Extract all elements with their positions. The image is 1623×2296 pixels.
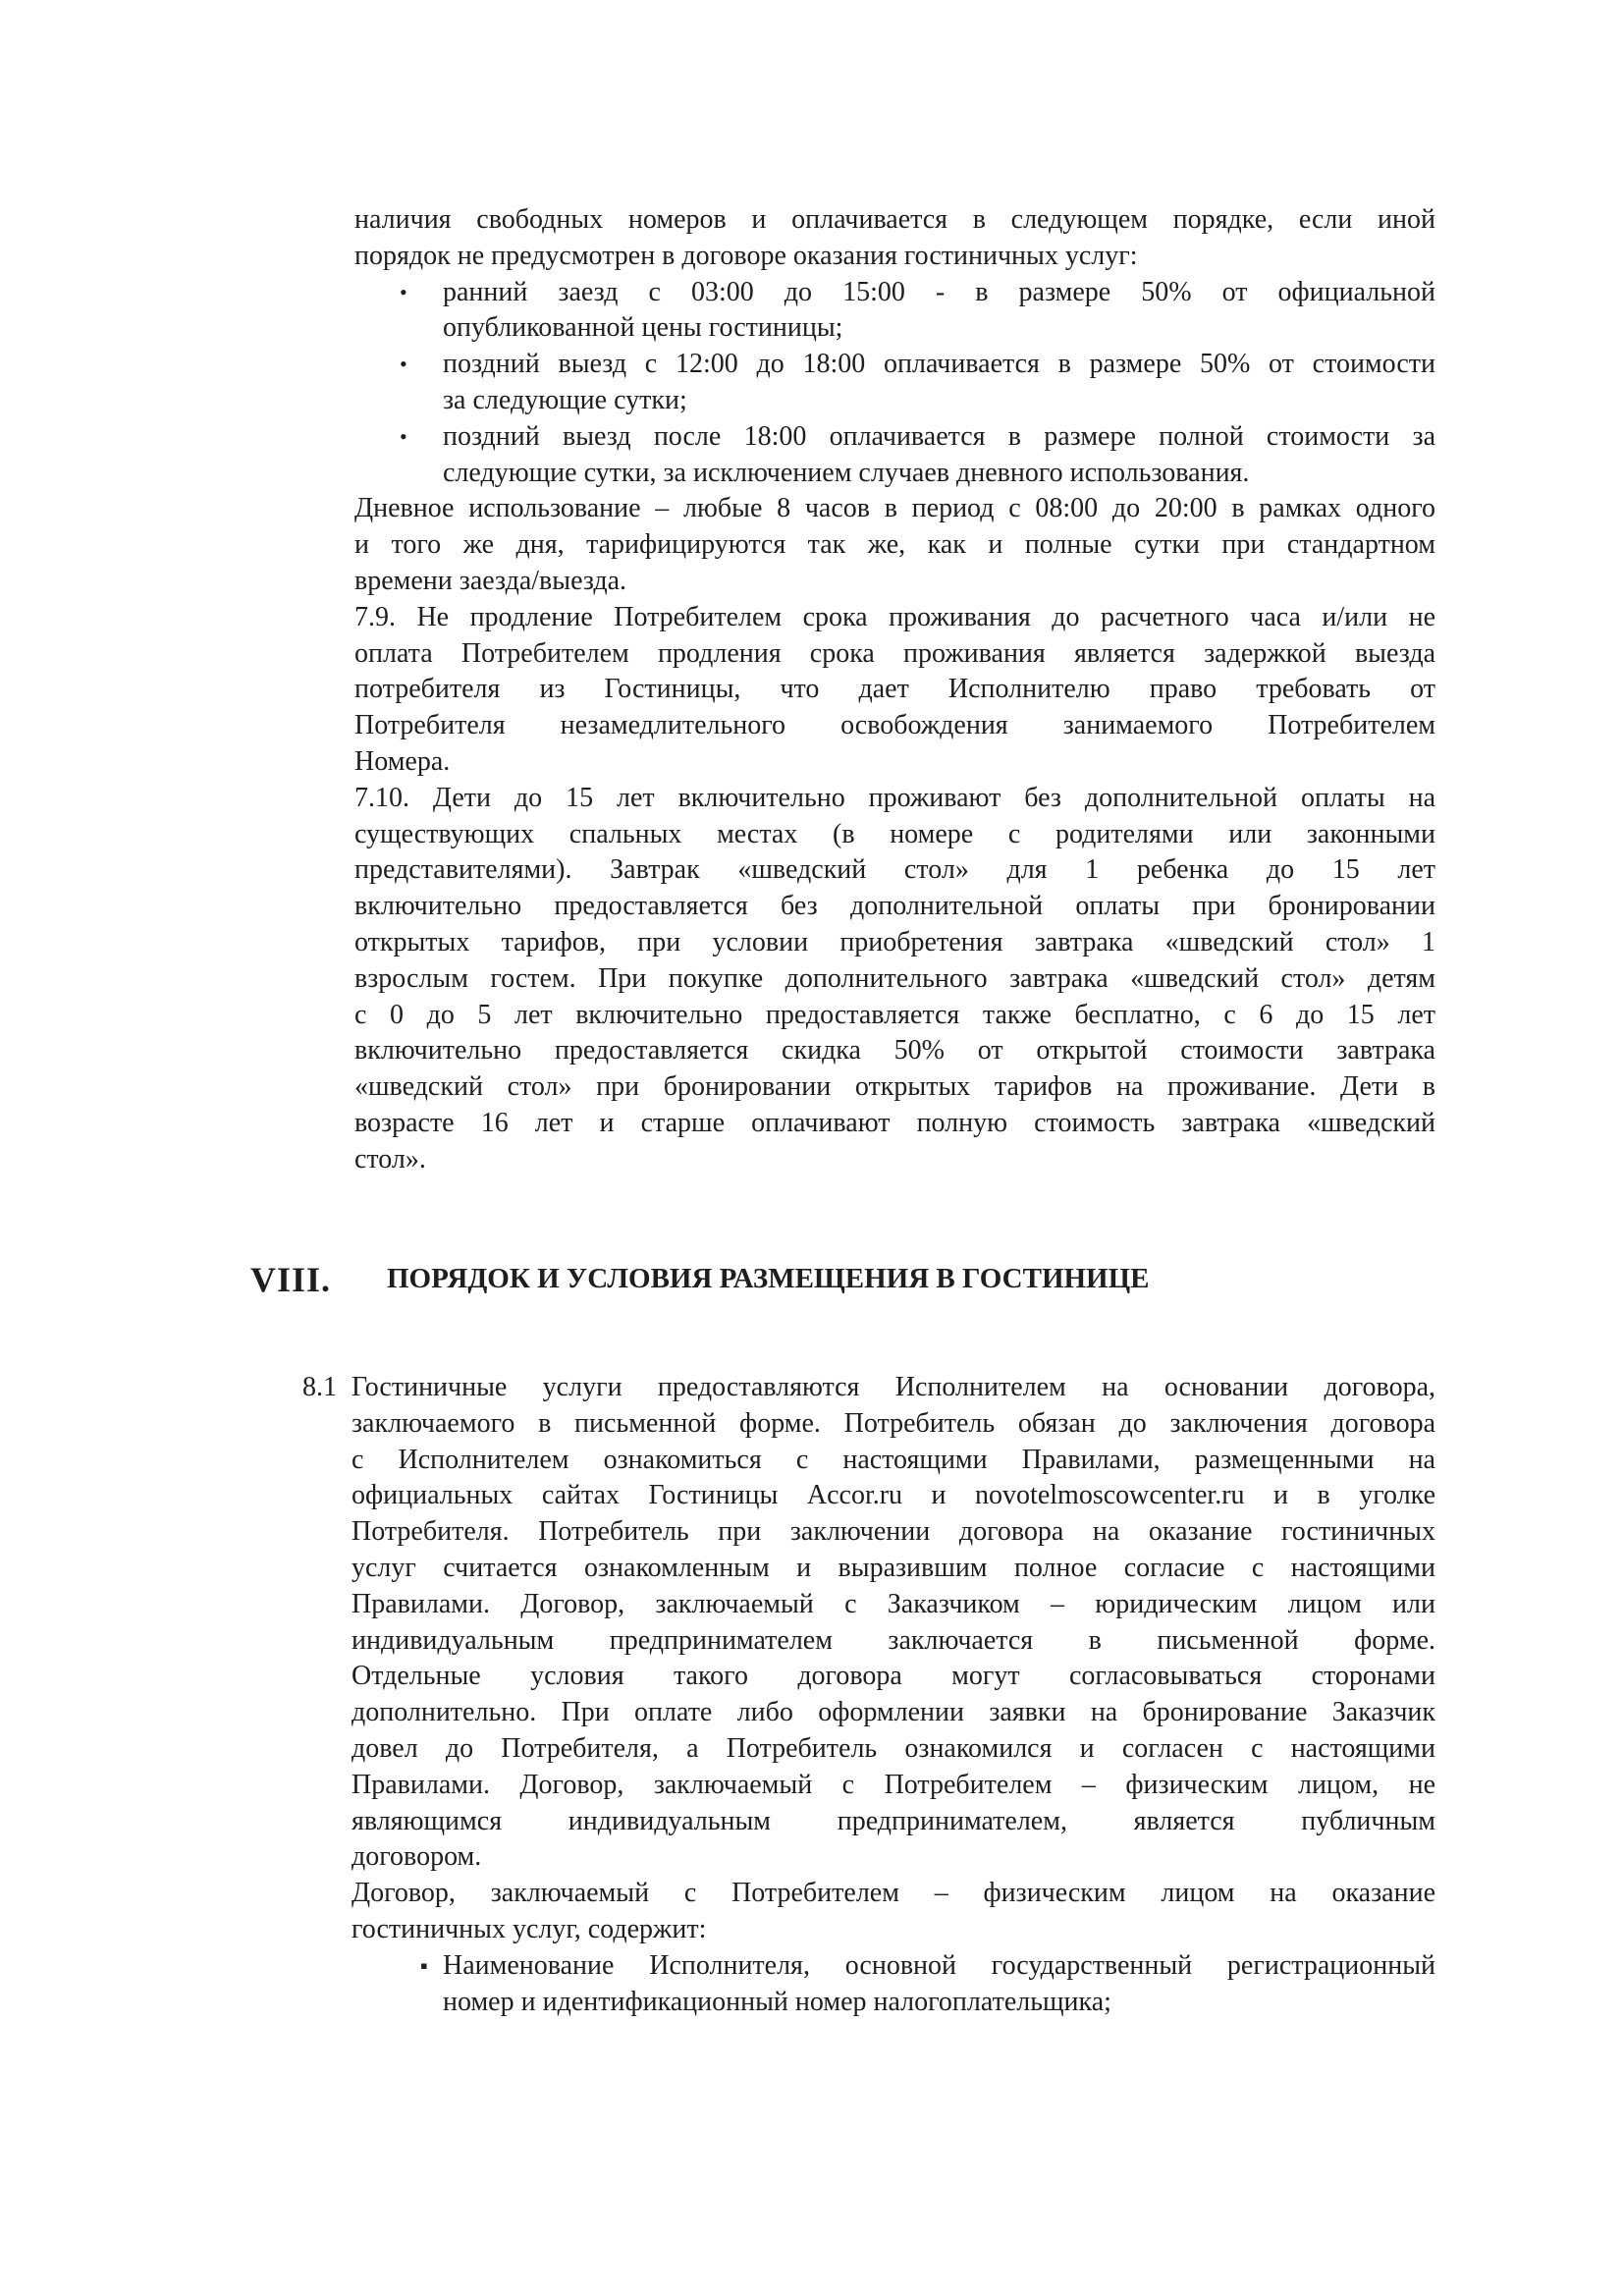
list-item-line: поздний выезд после 18:00 оплачивается в размере полной стоимости за [443, 420, 1435, 452]
paragraph-line: потребителя из Гостиницы, что дает Исполнителю право требовать от [354, 674, 1435, 705]
paragraph-line: гостиничных услуг, содержит: [352, 1914, 707, 1944]
paragraph-line: официальных сайтах Гостиницы Accor.ru и novotelmoscowcenter.ru и в уголке [352, 1480, 1435, 1511]
paragraph-line: включительно предоставляется скидка 50% от открытой стоимости завтрака [354, 1035, 1435, 1066]
paragraph-line: 7.10. Дети до 15 лет включительно проживают без дополнительной оплаты на [354, 782, 1435, 813]
paragraph-line: включительно предоставляется без дополнительной оплаты при бронировании [354, 891, 1435, 922]
bullet-icon: • [400, 352, 407, 377]
paragraph-line: индивидуальным предпринимателем заключается в письменной форме. [352, 1624, 1435, 1656]
paragraph-line: возрасте 16 лет и старше оплачивают полную стоимость завтрака «шведский [354, 1108, 1435, 1138]
clause-number: 8.1 [302, 1372, 337, 1402]
list-item-line: за следующие сутки; [443, 385, 687, 415]
paragraph-line: 7.9. Не продление Потребителем срока проживания до расчетного часа и/или не [354, 601, 1435, 632]
paragraph-line: Правилами. Договор, заключаемый с Заказчиком – юридическим лицом или [352, 1588, 1435, 1619]
paragraph-line: открытых тарифов, при условии приобретения завтрака «шведский стол» 1 [354, 927, 1435, 957]
paragraph-line: стол». [354, 1143, 426, 1175]
paragraph-line: Договор, заключаемый с Потребителем – физическим лицом на оказание [352, 1878, 1435, 1909]
list-item-line: следующие сутки, за исключением случаев дневного использования. [443, 457, 1250, 488]
paragraph-line: представителями). Завтрак «шведский стол» для 1 ребенка до 15 лет [354, 854, 1435, 886]
section-heading: ПОРЯДОК И УСЛОВИЯ РАЗМЕЩЕНИЯ В ГОСТИНИЦЕ [387, 1263, 1150, 1294]
list-item-line: Наименование Исполнителя, основной государственный регистрационный [443, 1949, 1435, 1981]
paragraph-line: оплата Потребителем продления срока проживания является задержкой выезда [354, 637, 1435, 669]
paragraph-line: Гостиничные услуги предоставляются Исполнителем на основании договора, [352, 1372, 1435, 1402]
paragraph-line: заключаемого в письменной форме. Потребитель обязан до заключения договора [352, 1407, 1435, 1439]
paragraph-line: Номера. [354, 746, 451, 777]
list-item-line: ранний заезд с 03:00 до 15:00 - в размере 50% от официальной [443, 276, 1435, 307]
list-item-line: поздний выезд с 12:00 до 18:00 оплачивается в размере 50% от стоимости [443, 349, 1435, 380]
paragraph-line: и того же дня, тарифицируются так же, как и полные сутки при стандартном [354, 529, 1435, 561]
paragraph-line: договором. [352, 1841, 482, 1873]
paragraph-line: Правилами. Договор, заключаемый с Потребителем – физическим лицом, не [352, 1769, 1435, 1800]
paragraph-line: взрослым гостем. При покупке дополнительного завтрака «шведский стол» детям [354, 962, 1435, 994]
square-bullet-icon: ▪ [420, 1952, 428, 1978]
list-item-line: номер и идентификационный номер налогоплательщика; [443, 1986, 1111, 2017]
paragraph-line: услуг считается ознакомленным и выразившим полное согласие с настоящими [352, 1553, 1435, 1583]
paragraph-line: довел до Потребителя, а Потребитель ознакомился и согласен с настоящими [352, 1733, 1435, 1764]
paragraph-line: Потребителя. Потребитель при заключении договора на оказание гостиничных [352, 1516, 1435, 1548]
bullet-icon: • [400, 423, 407, 449]
paragraph-line: существующих спальных местах (в номере с родителями или законными [354, 818, 1435, 849]
paragraph-line: являющимся индивидуальным предпринимателем, является публичным [352, 1805, 1435, 1836]
paragraph-line: Отдельные условия такого договора могут согласовываться сторонами [352, 1661, 1435, 1692]
paragraph-line: с Исполнителем ознакомиться с настоящими Правилами, размещенными на [352, 1444, 1435, 1475]
list-item-line: опубликованной цены гостиницы; [443, 312, 843, 344]
paragraph-line: Дневное использование – любые 8 часов в период с 08:00 до 20:00 в рамках одного [354, 493, 1435, 524]
paragraph-line: дополнительно. При оплате либо оформлении заявки на бронирование Заказчик [352, 1697, 1435, 1728]
paragraph-line: Потребителя незамедлительного освобождения занимаемого Потребителем [354, 710, 1435, 741]
section-number: VIII. [250, 1260, 332, 1299]
paragraph-line: порядок не предусмотрен в договоре оказания гостиничных услуг: [354, 240, 1138, 271]
paragraph-line: с 0 до 5 лет включительно предоставляется также бесплатно, с 6 до 15 лет [354, 999, 1435, 1030]
paragraph-line: «шведский стол» при бронировании открытых тарифов на проживание. Дети в [354, 1071, 1435, 1103]
paragraph-line: наличия свободных номеров и оплачивается в следующем порядке, если иной [354, 204, 1435, 235]
bullet-icon: • [400, 279, 407, 304]
paragraph-line: времени заезда/выезда. [354, 566, 627, 596]
